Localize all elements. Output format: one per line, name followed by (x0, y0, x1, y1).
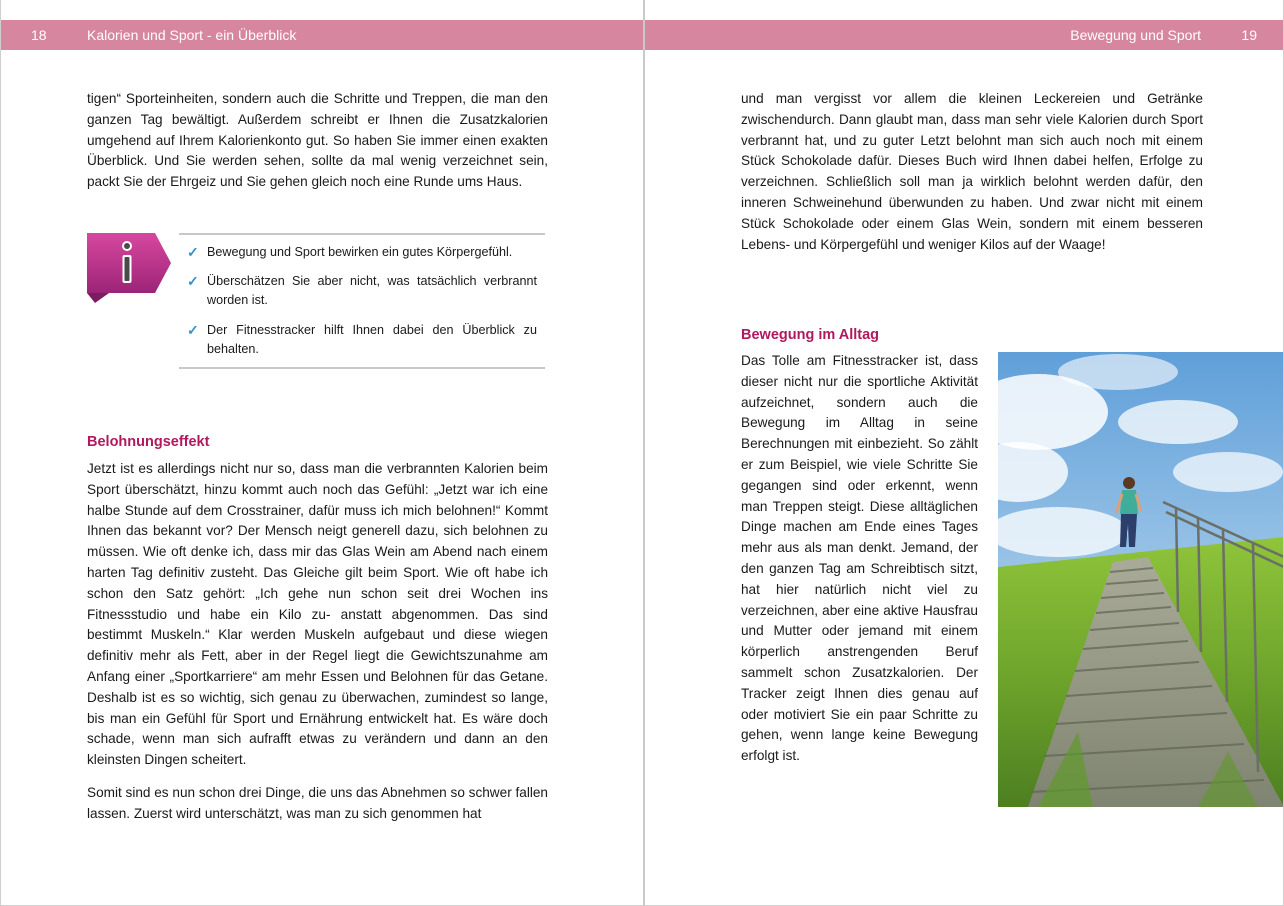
checklist-item-text: Überschätzen Sie aber nicht, was tatsächlich verbrannt worden ist. (207, 274, 537, 308)
intro-text: und man vergisst vor allem die kleinen Leckereien und Getränke zwischendurch. Dann glaubt man, dass man sehr viele Kalorien durch Sport verbrannt hat, und zu guter Letzt belohnt man sich auch noch mit einem Stück Schokolade dafür. Dieses Buch wird Ihnen dabei helfen, Erfolge zu verzeichnen. Schließlich soll man ja wirklich belohnt werden dafür, den inneren Schweinehund überwunden zu haben. Und zwar nicht mit einem Stück Schokolade oder einem Glas Wein, sondern mit einem besseren Lebens- und Körpergefühl und weniger Kilos auf der Waage! (741, 91, 1203, 252)
photo-stairs-walker (998, 352, 1284, 807)
body-paragraph: Das Tolle am Fitnesstracker ist, dass dieser nicht nur die sportliche Aktivität aufzeichnet, sondern auch die Bewegung im Alltag in seine Berechnungen mit einbezieht. So zählt er zum Beispiel, wie viele Schritte Sie gegangen sind oder erkennt, wenn man Treppen steigt. Diese alltäglichen Dinge machen am Ende eines Tages mehr aus als man denkt. Jemand, der den ganzen Tag am Schreibtisch sitzt, hat hier natürlich nicht viel zu verzeichnen, aber eine aktive Hausfrau und Mutter oder jemand mit einem körperlich anstrengenden Beruf sammelt schon Zusatzkalorien. Der Tracker zeigt Ihnen dies genau auf oder motiviert Sie ein paar Schritte zu gehen, wenn lange keine Bewegung erfolgt ist. (741, 353, 978, 764)
intro-text: tigen“ Sporteinheiten, sondern auch die Schritte und Treppen, die man den ganzen Tag bewältigt. Außerdem schreibt er Ihnen die Zusatzkalorien umgehend auf Ihrem Kalorienkonto gut. So haben Sie immer einen exakten Überblick. Und Sie werden sehen, sollte da mal wenig verzeichnet sein, packt Sie der Ehrgeiz und Sie gehen gleich noch eine Runde ums Haus. (87, 91, 548, 190)
checklist-item (179, 272, 537, 310)
checklist-item-text: Der Fitnesstracker hilft Ihnen dabei den Überblick zu behalten. (207, 322, 537, 356)
running-header-left (1, 20, 643, 50)
checklist-item (179, 243, 537, 262)
section-heading: Belohnungseffekt (87, 434, 210, 450)
running-header-title: Kalorien und Sport - ein Überblick (87, 27, 297, 43)
body-paragraph: Jetzt ist es allerdings nicht nur so, dass man die verbrannten Kalorien beim Sport überschätzt, hinzu kommt auch noch das Gefühl: „Jetzt war ich eine halbe Stunde auf dem Crosstrainer, dafür muss ich mich belohnen!“ Kommt Ihnen das bekannt vor? Der Mensch neigt generell dazu, sich belohnen zu müssen. Wie oft denke ich, dass mir das Glas Wein am Abend nach einem harten Tag definitiv zusteht. Das Gleiche gilt beim Sport. Wie oft habe ich schon den Satz gehört: „Ich gehe nun schon seit drei Wochen ins Fitnessstudio und habe ein Kilo zu- anstatt abgenommen. Das sind bestimmt Muskeln.“ Klar werden Muskeln aufgebaut und diese wiegen definitiv mehr als Fett, aber in der Regel liegt die Gewichtszunahme am Anfang einer „Sportkarriere“ am mehr Essen und Belohnen für das Getane. Deshalb ist es so wichtig, sich genau zu überwachen, zumindest so lange, bis man ein Gefühl für Sport und Ernährung entwickelt hat. Es wäre doch schade, wenn man sich aufrafft etwas zu verändern und dann an den kleinsten Dingen scheitert. (87, 461, 548, 768)
section-heading: Bewegung im Alltag (741, 327, 880, 343)
intro-paragraph (87, 89, 548, 193)
info-box (87, 233, 547, 378)
info-checklist (179, 233, 545, 369)
checkmark-icon: ✓ (187, 273, 199, 290)
section-body (741, 351, 978, 767)
right-page (645, 0, 1284, 906)
checklist-item-text: Bewegung und Sport bewirken ein gutes Körpergefühl. (207, 245, 513, 259)
page-number: 18 (31, 27, 47, 43)
section-body (87, 459, 548, 825)
checklist-item (179, 321, 537, 359)
checkmark-icon: ✓ (187, 321, 199, 338)
body-paragraph: Somit sind es nun schon drei Dinge, die uns das Abnehmen so schwer fallen lassen. Zuerst wird unterschätzt, was man zu sich genommen hat (87, 784, 548, 821)
intro-paragraph (741, 89, 1203, 255)
page-number: 19 (1241, 27, 1257, 43)
running-header-title: Bewegung und Sport (1070, 27, 1201, 43)
checkmark-icon: ✓ (187, 244, 199, 260)
info-icon (87, 233, 171, 303)
running-header-right (645, 20, 1283, 50)
